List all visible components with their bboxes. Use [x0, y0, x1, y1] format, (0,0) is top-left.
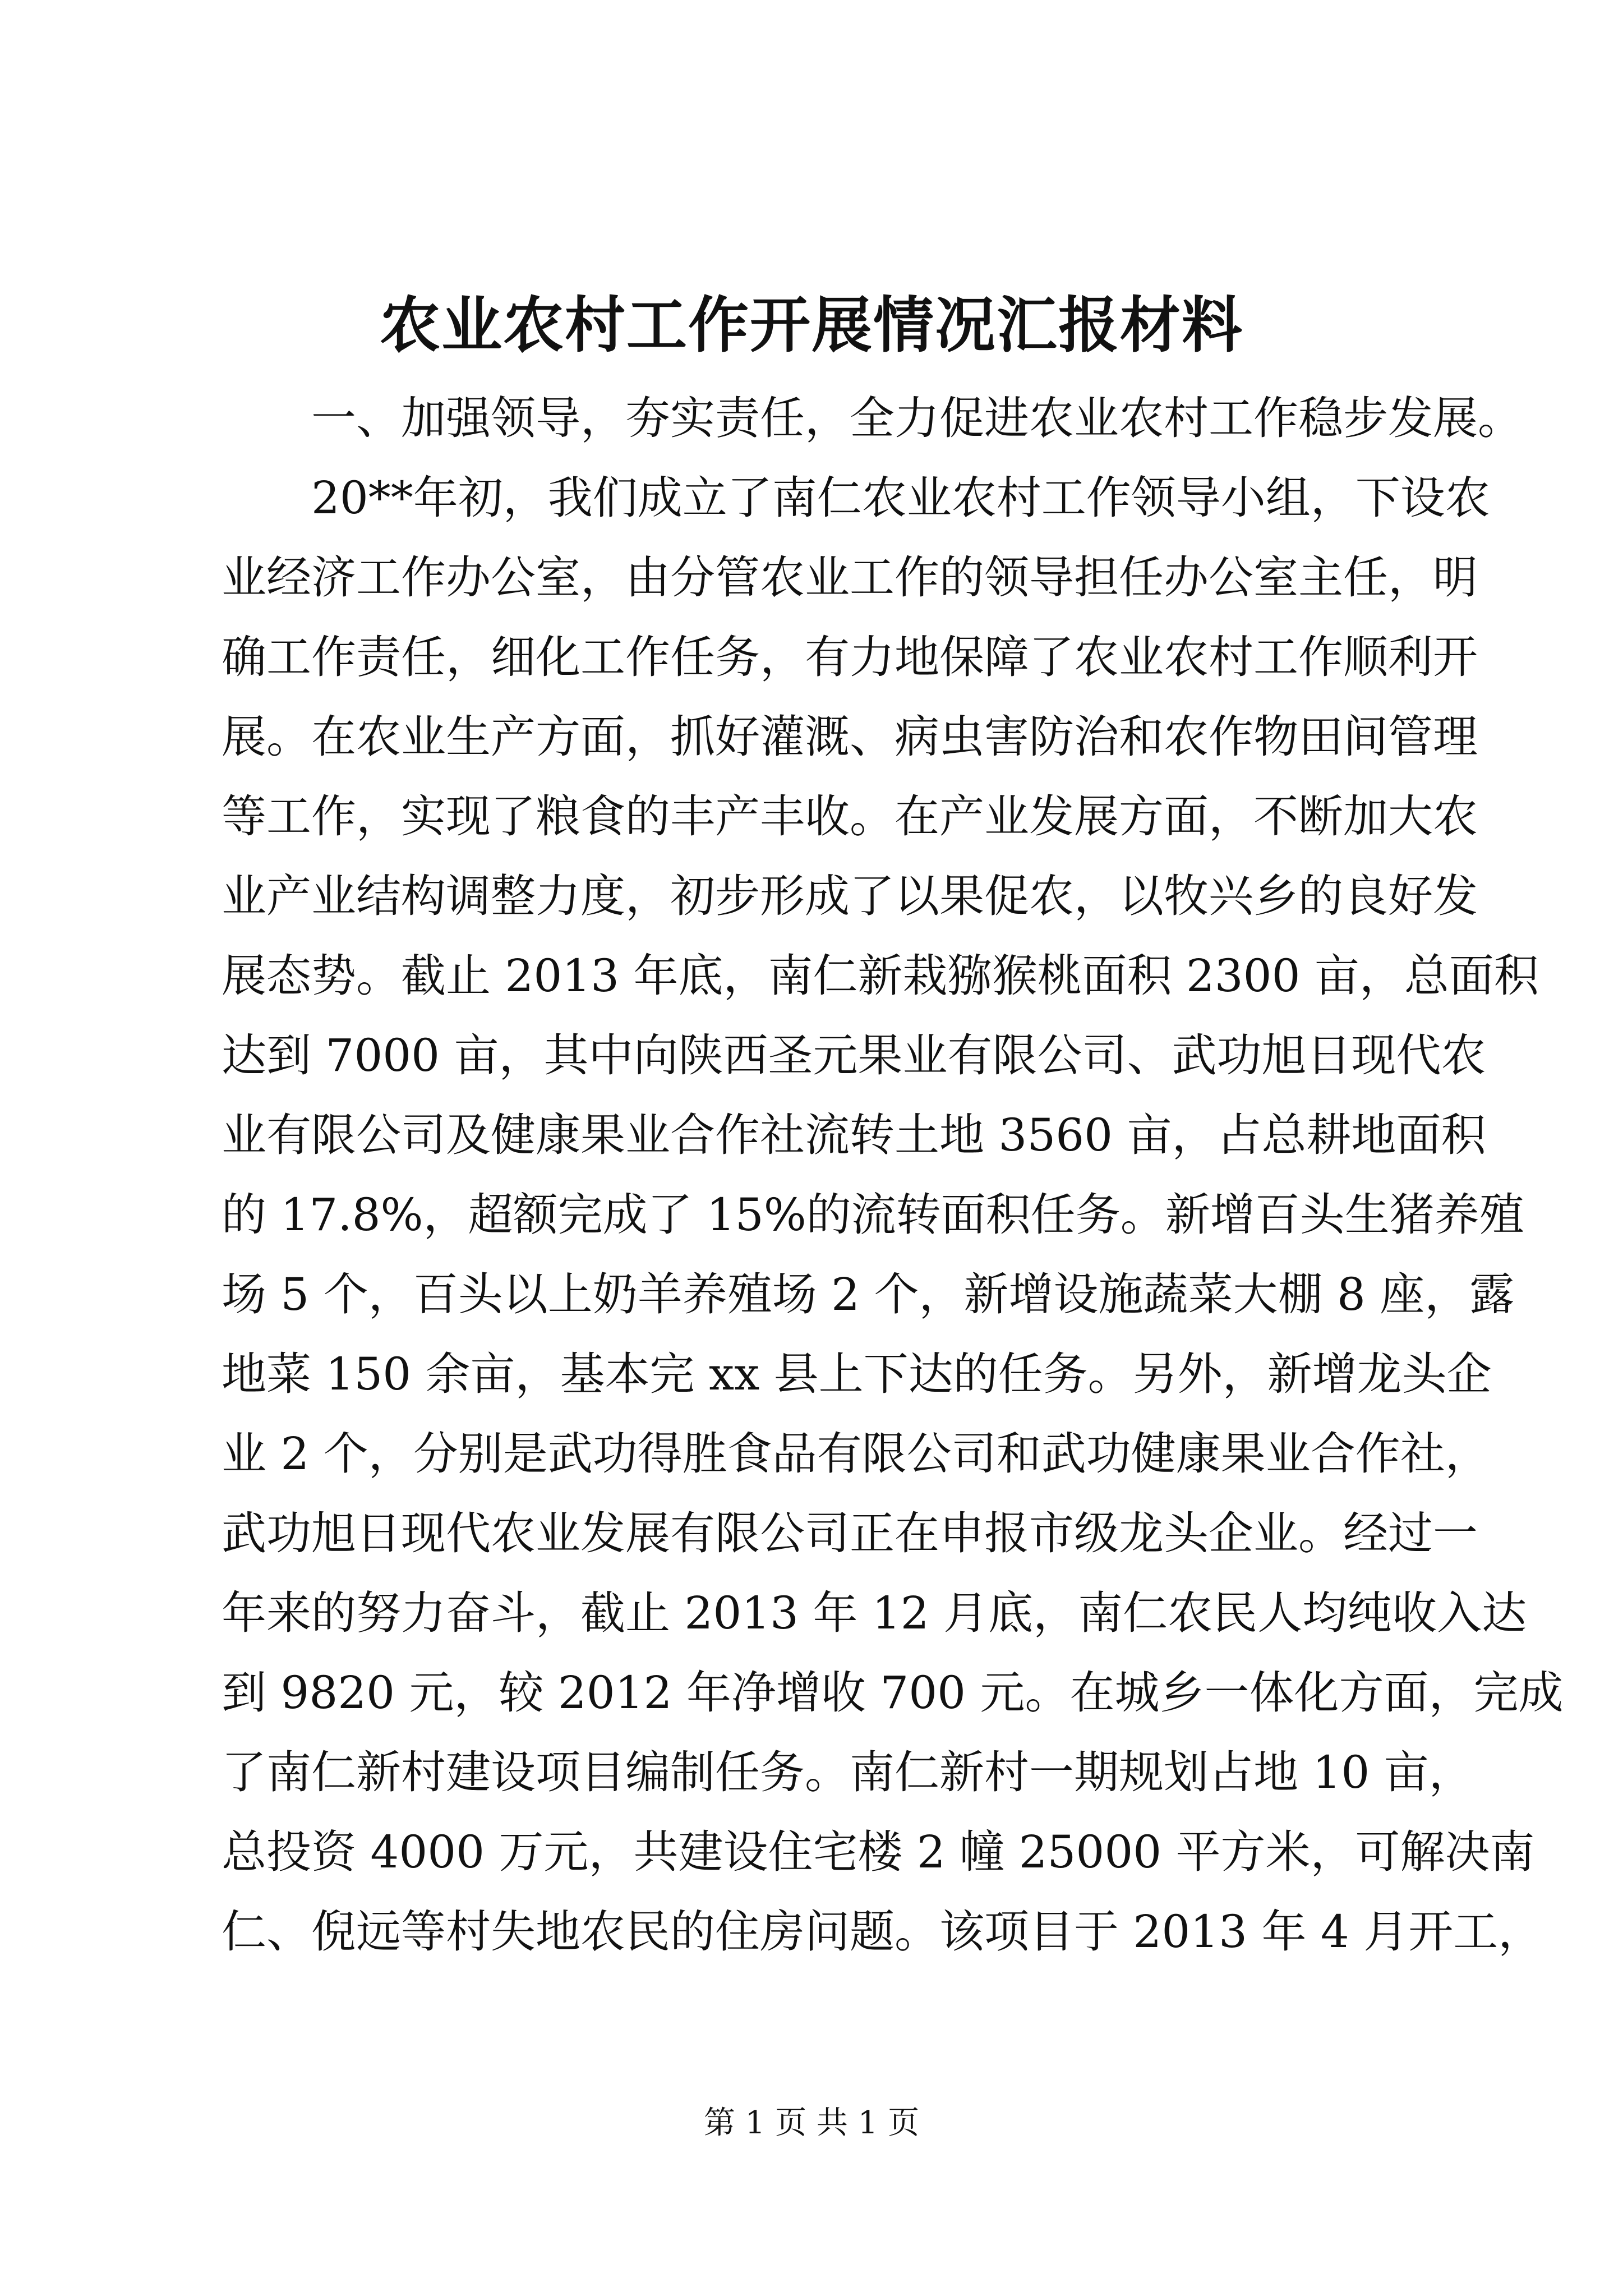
- paragraph-line: 仁、倪远等村失地农民的住房问题。该项目于 2013 年 4 月开工，: [222, 1906, 1543, 1958]
- paragraph-line: 场 5 个，百头以上奶羊养殖场 2 个，新增设施蔬菜大棚 8 座，露: [222, 1268, 1515, 1320]
- paragraph-line: 达到 7000 亩，其中向陕西圣元果业有限公司、武功旭日现代农: [222, 1029, 1486, 1082]
- paragraph-line: 业有限公司及健康果业合作社流转土地 3560 亩，占总耕地面积: [222, 1109, 1486, 1161]
- paragraph-line: 业经济工作办公室，由分管农业工作的领导担任办公室主任，明: [222, 551, 1478, 604]
- paragraph-line: 地菜 150 余亩，基本完 xx 县上下达的任务。另外，新增龙头企: [222, 1348, 1492, 1400]
- paragraph-line: 业产业结构调整力度，初步形成了以果促农，以牧兴乡的良好发: [222, 870, 1478, 922]
- paragraph-line: 20**年初，我们成立了南仁农业农村工作领导小组，下设农: [311, 472, 1490, 524]
- paragraph-line: 展。在农业生产方面，抓好灌溉、病虫害防治和农作物田间管理: [222, 711, 1478, 763]
- paragraph-line: 武功旭日现代农业发展有限公司正在申报市级龙头企业。经过一: [222, 1507, 1478, 1559]
- paragraph-line-heading: 一、加强领导，夯实责任，全力促进农业农村工作稳步发展。: [311, 392, 1523, 444]
- paragraph-line: 业 2 个，分别是武功得胜食品有限公司和武功健康果业合作社，: [222, 1428, 1490, 1480]
- paragraph-line: 确工作责任，细化工作任务，有力地保障了农业农村工作顺利开: [222, 631, 1478, 683]
- paragraph-line: 等工作，实现了粮食的丰产丰收。在产业发展方面，不断加大农: [222, 790, 1478, 843]
- paragraph-line: 到 9820 元，较 2012 年净增收 700 元。在城乡一体化方面，完成: [222, 1667, 1564, 1719]
- paragraph-line: 了南仁新村建设项目编制任务。南仁新村一期规划占地 10 亩，: [222, 1746, 1474, 1798]
- page-footer: 第 1 页 共 1 页: [703, 2105, 920, 2141]
- paragraph-line: 的 17.8%，超额完成了 15%的流转面积任务。新增百头生猪养殖: [222, 1189, 1524, 1241]
- document-title: 农业农村工作开展情况汇报材料: [379, 290, 1243, 361]
- paragraph-line: 总投资 4000 万元，共建设住宅楼 2 幢 25000 平方米，可解决南: [222, 1826, 1535, 1878]
- paragraph-line: 展态势。截止 2013 年底，南仁新栽猕猴桃面积 2300 亩，总面积: [222, 950, 1539, 1002]
- document-body: [222, 379, 1564, 1972]
- paragraph-line: 年来的努力奋斗，截止 2013 年 12 月底，南仁农民人均纯收入达: [222, 1587, 1527, 1639]
